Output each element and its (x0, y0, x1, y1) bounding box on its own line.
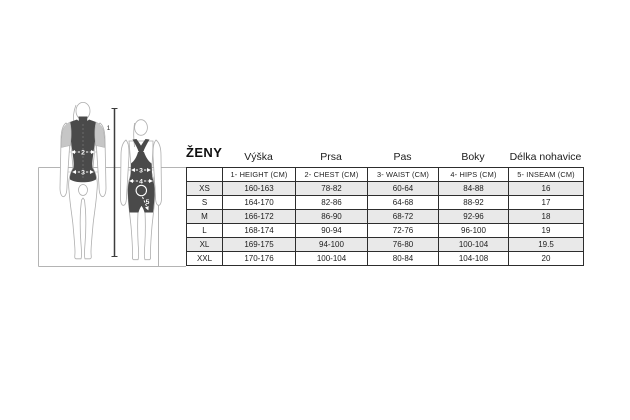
size-value-cell: 164-170 (223, 196, 296, 210)
size-table (186, 167, 584, 266)
subheader-cell: 1- HEIGHT (CM) (223, 168, 296, 182)
column-title: Výška (244, 151, 273, 163)
size-table-body (187, 168, 584, 266)
front-left-sleeve (61, 122, 71, 148)
column-title: Boky (461, 151, 485, 163)
size-value-cell: 160-163 (223, 182, 296, 196)
subheader-cell: 4- HIPS (CM) (439, 168, 509, 182)
size-value-cell: 88-92 (439, 196, 509, 210)
size-label-cell: XXL (187, 252, 223, 266)
chart-title: ŽENY (186, 145, 223, 160)
subheader-cell: 5- INSEAM (CM) (509, 168, 584, 182)
subheader-row (187, 168, 584, 182)
inseam-label: 5 (145, 199, 150, 206)
size-value-cell: 104-108 (439, 252, 509, 266)
back-hair (134, 123, 135, 147)
size-chart-header (186, 139, 584, 167)
size-value-cell: 16 (509, 182, 584, 196)
front-crotch-line (79, 185, 88, 196)
size-value-cell: 92-96 (439, 210, 509, 224)
size-value-cell: 94-100 (296, 238, 368, 252)
size-label-cell: M (187, 210, 223, 224)
chest-label: 2 (81, 149, 85, 157)
size-value-cell: 168-174 (223, 224, 296, 238)
size-value-cell: 166-172 (223, 210, 296, 224)
subheader-cell: 3- WAIST (CM) (368, 168, 439, 182)
size-value-cell: 19.5 (509, 238, 584, 252)
size-chart (186, 139, 584, 266)
height-label: 1 (106, 125, 111, 132)
size-value-cell: 96-100 (439, 224, 509, 238)
front-right-sleeve (95, 122, 105, 148)
size-value-cell: 20 (509, 252, 584, 266)
size-row (187, 252, 584, 266)
column-title: Pas (393, 151, 412, 163)
size-value-cell: 19 (509, 224, 584, 238)
column-titles (186, 151, 583, 163)
size-value-cell: 82-86 (296, 196, 368, 210)
hips-label: 4 (139, 178, 143, 186)
size-value-cell: 84-88 (439, 182, 509, 196)
size-value-cell: 100-104 (296, 252, 368, 266)
size-value-cell: 76-80 (368, 238, 439, 252)
size-value-cell: 80-84 (368, 252, 439, 266)
size-value-cell: 72-76 (368, 224, 439, 238)
size-value-cell: 90-94 (296, 224, 368, 238)
figure-front (60, 102, 106, 258)
subheader-cell: 2- CHEST (CM) (296, 168, 368, 182)
size-label-cell: L (187, 224, 223, 238)
front-collar (79, 117, 88, 122)
size-label-cell: S (187, 196, 223, 210)
size-value-cell: 68-72 (368, 210, 439, 224)
size-value-cell: 64-68 (368, 196, 439, 210)
size-value-cell: 18 (509, 210, 584, 224)
waist-front-label: 3 (81, 169, 85, 177)
size-row (187, 224, 584, 238)
figure-back (121, 120, 162, 260)
back-head (135, 120, 148, 136)
size-row (187, 182, 584, 196)
size-value-cell: 78-82 (296, 182, 368, 196)
size-row (187, 196, 584, 210)
size-value-cell: 17 (509, 196, 584, 210)
size-label-cell: XL (187, 238, 223, 252)
column-title: Délka nohavice (509, 151, 582, 163)
size-value-cell: 86-90 (296, 210, 368, 224)
height-dimension (107, 108, 118, 257)
column-title: Prsa (320, 151, 342, 163)
size-value-cell: 169-175 (223, 238, 296, 252)
size-value-cell: 60-64 (368, 182, 439, 196)
size-label-cell: XS (187, 182, 223, 196)
corner-cell (187, 168, 223, 182)
size-row (187, 238, 584, 252)
waist-back-label: 3 (139, 167, 143, 175)
size-row (187, 210, 584, 224)
size-value-cell: 100-104 (439, 238, 509, 252)
size-value-cell: 170-176 (223, 252, 296, 266)
